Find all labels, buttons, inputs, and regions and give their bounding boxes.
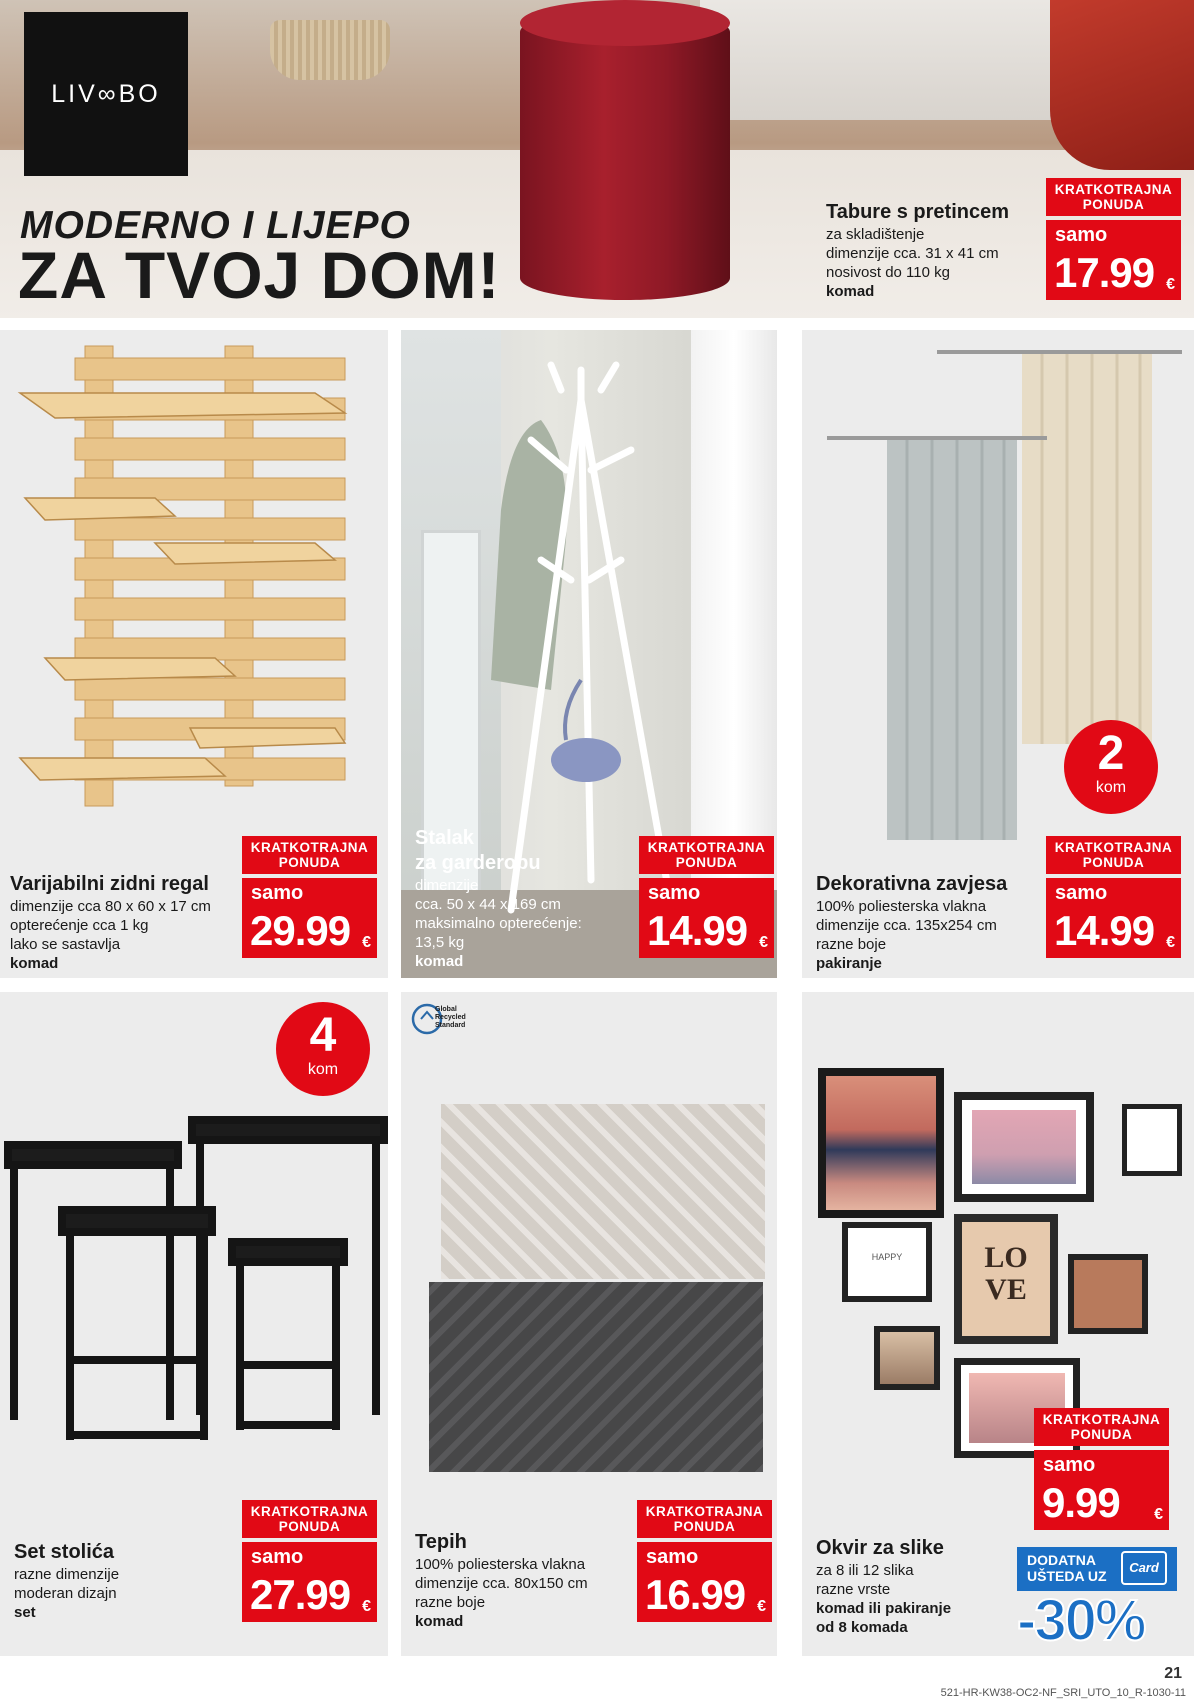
certification-label: Global Recycled Standard: [435, 1006, 466, 1029]
product-card-tepih[interactable]: [401, 992, 777, 1656]
product-detail: nosivost do 110 kg: [826, 264, 950, 281]
product-unit: komad ili pakiranje: [816, 1600, 952, 1617]
price-tag-header: KRATKOTRAJNA PONUDA: [1034, 1408, 1169, 1446]
wall-shelf-image: [15, 338, 355, 808]
card-discount-label: [1017, 1547, 1177, 1591]
frame-love-bottom: VE: [985, 1273, 1027, 1306]
frame-mountain: [818, 1068, 944, 1218]
card-discount-line1: DODATNA: [1027, 1552, 1096, 1568]
badge-unit: kom: [307, 1061, 339, 1078]
product-unit: komad: [415, 953, 464, 970]
price-tag-samo: samo: [1055, 224, 1108, 246]
grey-rug-image: [429, 1282, 763, 1472]
product-detail: razne dimenzije: [14, 1566, 120, 1583]
product-detail: razne boje: [816, 936, 887, 953]
product-card-regal[interactable]: [0, 330, 388, 978]
quantity-badge: [276, 1002, 370, 1096]
card-discount-percent: -30%: [1017, 1588, 1145, 1653]
price-currency: €: [1166, 276, 1175, 293]
product-unit: od 8 komada: [816, 1619, 908, 1636]
price-tag-okvir: [1034, 1408, 1169, 1530]
price-value: 27.99: [250, 1571, 351, 1618]
product-detail: opterećenje cca 1 kg: [10, 917, 149, 934]
badge-unit: kom: [1095, 779, 1127, 796]
loyalty-card-icon: Card: [1121, 1551, 1167, 1585]
product-detail: dimenzije: [415, 877, 479, 894]
beige-rug-image: [441, 1104, 765, 1279]
price-tag-header: KRATKOTRAJNA PONUDA: [242, 1500, 377, 1538]
price-currency: €: [757, 1598, 766, 1615]
tepih-info: [415, 1530, 588, 1631]
product-detail: razne boje: [415, 1594, 486, 1611]
stalak-info: [415, 826, 582, 971]
pouf-lid-image: [520, 0, 730, 46]
product-name: Set stolića: [14, 1541, 115, 1563]
product-detail: cca. 50 x 44 x 169 cm: [415, 896, 561, 913]
stolica-info: [14, 1540, 119, 1622]
frame-happy: [842, 1222, 932, 1302]
product-unit: komad: [10, 955, 59, 972]
product-detail: dimenzije cca. 135x254 cm: [816, 917, 997, 934]
price-currency: €: [759, 934, 768, 951]
price-tag-zavjesa: [1046, 836, 1181, 958]
price-tag-header: KRATKOTRAJNA PONUDA: [639, 836, 774, 874]
frame-love: [954, 1214, 1058, 1344]
product-card-stolica[interactable]: [0, 992, 388, 1656]
price-tag-samo: samo: [251, 882, 304, 904]
page-number: 21: [1164, 1665, 1182, 1682]
product-unit: komad: [826, 283, 875, 300]
product-name: Varijabilni zidni regal: [10, 873, 209, 895]
price-currency: €: [1154, 1506, 1163, 1523]
quantity-badge: [1064, 720, 1158, 814]
price-tag-samo: samo: [1043, 1454, 1096, 1476]
price-tag-header: KRATKOTRAJNA PONUDA: [1046, 178, 1181, 216]
product-detail: dimenzije cca. 31 x 41 cm: [826, 245, 999, 262]
hero-banner: [0, 0, 1194, 318]
product-detail: 100% poliesterska vlakna: [415, 1556, 586, 1573]
product-detail: 100% poliesterska vlakna: [816, 898, 987, 915]
price-tag-tepih: [637, 1500, 772, 1622]
product-detail: moderan dizajn: [14, 1585, 117, 1602]
price-value: 14.99: [647, 907, 748, 954]
price-tag-samo: samo: [251, 1546, 304, 1568]
frame-happy-text: HAPPY: [848, 1228, 926, 1296]
product-name: Stalak: [415, 827, 474, 849]
livarno-logo: [24, 12, 188, 176]
product-detail: za 8 ili 12 slika: [816, 1562, 914, 1579]
hero-basket-image: [270, 20, 390, 80]
product-name: Okvir za slike: [816, 1537, 944, 1559]
print-code: 521-HR-KW38-OC2-NF_SRI_UTO_10_R-1030-11: [940, 1687, 1186, 1699]
recycled-standard-logo: [411, 1002, 481, 1036]
hero-title-line1: MODERNO I LIJEPO: [20, 204, 411, 247]
hero-blanket-image: [1050, 0, 1194, 170]
okvir-info: [816, 1536, 951, 1637]
product-card-stalak[interactable]: [401, 330, 777, 978]
frame-house: [874, 1326, 940, 1390]
side-tables-image: [0, 1110, 388, 1450]
product-unit: set: [14, 1604, 36, 1621]
regal-info: [10, 872, 211, 973]
badge-number: 2: [1097, 727, 1125, 780]
price-tag-tabure: [1046, 178, 1181, 300]
price-value: 9.99: [1042, 1479, 1120, 1526]
price-tag-samo: samo: [646, 1546, 699, 1568]
frame-beach: [954, 1092, 1094, 1202]
product-detail: maksimalno opterećenje:: [415, 915, 582, 932]
product-detail: lako se sastavlja: [10, 936, 121, 953]
price-value: 14.99: [1054, 907, 1155, 954]
price-currency: €: [1166, 934, 1175, 951]
price-tag-header: KRATKOTRAJNA PONUDA: [242, 836, 377, 874]
product-card-zavjesa[interactable]: [802, 330, 1194, 978]
product-unit: komad: [415, 1613, 464, 1630]
product-name: za garderobu: [415, 852, 541, 874]
product-detail: dimenzije cca. 80x150 cm: [415, 1575, 588, 1592]
product-name: Tepih: [415, 1531, 467, 1553]
price-tag-stolica: [242, 1500, 377, 1622]
card-discount-line2: UŠTEDA UZ: [1027, 1568, 1107, 1584]
price-value: 29.99: [250, 907, 351, 954]
badge-number: 4: [309, 1009, 337, 1062]
product-detail: dimenzije cca 80 x 60 x 17 cm: [10, 898, 211, 915]
price-tag-header: KRATKOTRAJNA PONUDA: [1046, 836, 1181, 874]
frame-quote: [1122, 1104, 1182, 1176]
price-tag-stalak: [639, 836, 774, 958]
logo-text: LIV∞BO: [51, 79, 161, 108]
product-unit: pakiranje: [816, 955, 882, 972]
tabure-info: [826, 200, 1009, 301]
price-tag-samo: samo: [648, 882, 701, 904]
zavjesa-info: [816, 872, 1007, 973]
pouf-product-image: [520, 10, 730, 300]
frame-love-top: LO: [984, 1241, 1028, 1274]
frame-leaf: [1068, 1254, 1148, 1334]
product-name: Dekorativna zavjesa: [816, 873, 1008, 895]
card-discount-badge: [1017, 1547, 1177, 1663]
product-detail: 13,5 kg: [415, 934, 465, 951]
price-tag-samo: samo: [1055, 882, 1108, 904]
price-currency: €: [362, 934, 371, 951]
product-name: Tabure s pretincem: [826, 201, 1010, 223]
product-detail: razne vrste: [816, 1581, 891, 1598]
price-currency: €: [362, 1598, 371, 1615]
product-detail: za skladištenje: [826, 226, 925, 243]
hero-title-line2: ZA TVOJ DOM!: [18, 238, 501, 312]
price-value: 17.99: [1054, 249, 1155, 296]
price-tag-header: KRATKOTRAJNA PONUDA: [637, 1500, 772, 1538]
price-tag-regal: [242, 836, 377, 958]
price-value: 16.99: [645, 1571, 746, 1618]
